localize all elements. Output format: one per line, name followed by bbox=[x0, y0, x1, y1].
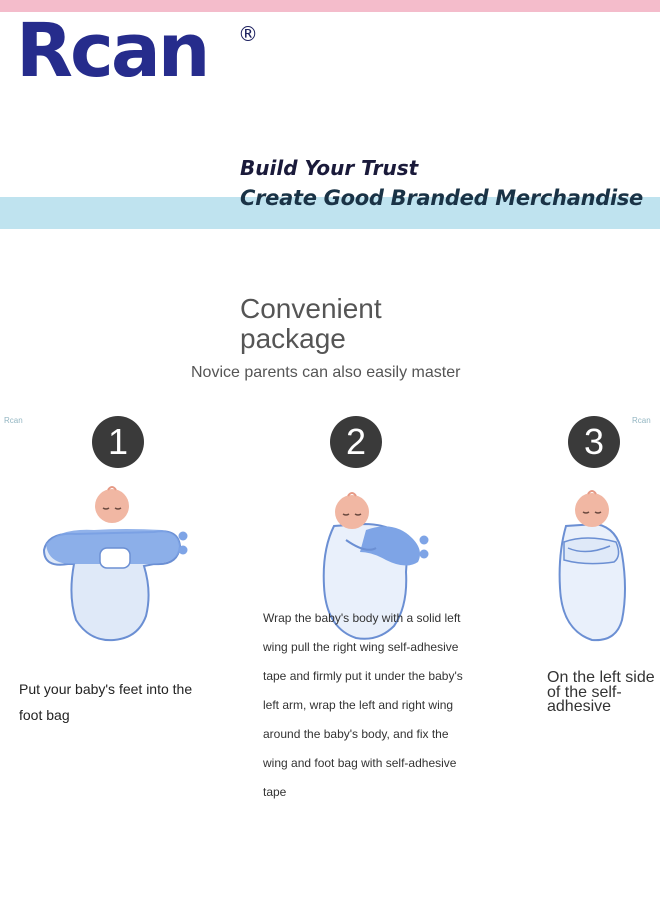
step-2-description: Wrap the baby's body with a solid left wing pull the right wing self-adhesive tape and firmly put it under the baby's left arm, wrap the left and right wing around the baby's body, and fix the wing and foot bag with self-adhesive tape bbox=[263, 611, 463, 799]
step-3-number: 3 bbox=[568, 416, 620, 468]
step-3-description: On the left side of the self-adhesive bbox=[547, 669, 655, 715]
section-title bbox=[240, 294, 382, 354]
step-2-number: 2 bbox=[330, 416, 382, 468]
registered-mark: ® bbox=[238, 22, 258, 46]
step-1-number: 1 bbox=[92, 416, 144, 468]
brand-logo bbox=[16, 8, 258, 94]
swaddle-step-1-illustration bbox=[38, 484, 193, 644]
slogan-line-2: Create Good Branded Merchandise bbox=[240, 186, 643, 210]
section-title-line-1: Convenient bbox=[240, 293, 382, 324]
swaddle-step-3-illustration bbox=[556, 490, 632, 646]
section-subtitle: Novice parents can also easily master bbox=[191, 364, 461, 381]
strip-watermark-left: Rcan bbox=[4, 416, 23, 425]
section-title-line-2: package bbox=[240, 323, 346, 354]
logo-text: Rcan bbox=[16, 8, 208, 94]
slogan-line-1: Build Your Trust bbox=[240, 156, 419, 180]
step-1-description: Put your baby's feet into the foot bag bbox=[19, 681, 193, 723]
strip-watermark-right: Rcan bbox=[632, 416, 651, 425]
